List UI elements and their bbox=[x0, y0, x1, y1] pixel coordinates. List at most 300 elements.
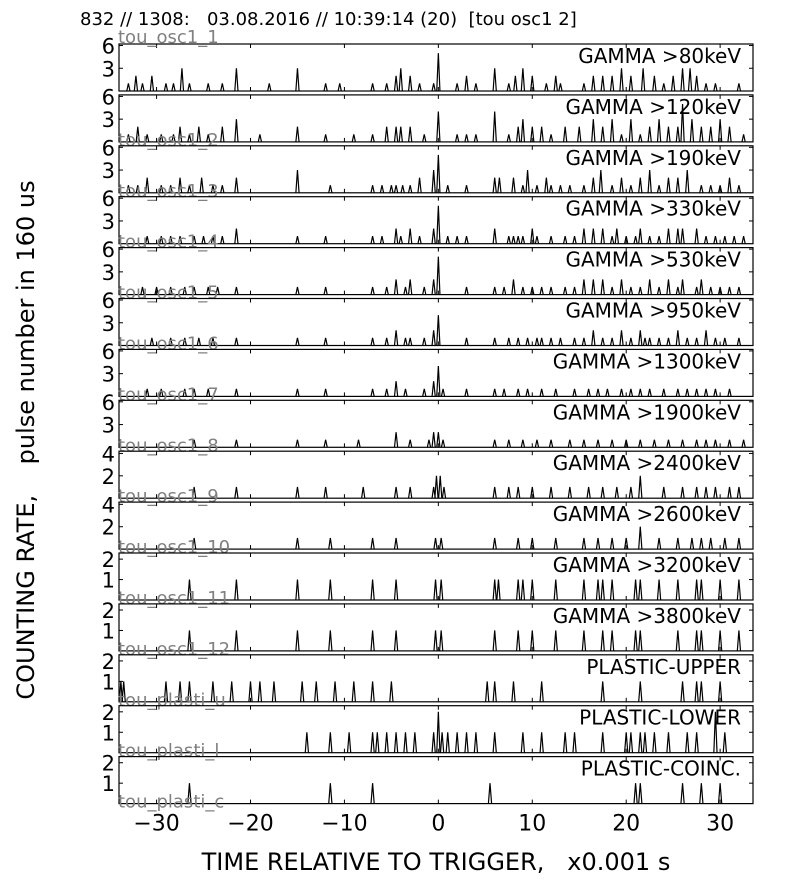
spike bbox=[700, 783, 703, 803]
spike bbox=[587, 389, 590, 397]
spike bbox=[296, 127, 299, 142]
spike bbox=[409, 279, 412, 294]
spike bbox=[695, 732, 698, 752]
panel-label: GAMMA >950keV bbox=[565, 298, 741, 323]
spike bbox=[657, 538, 660, 549]
panel-label: GAMMA >530keV bbox=[565, 247, 741, 272]
spike bbox=[639, 476, 642, 498]
spike bbox=[681, 279, 684, 294]
spike bbox=[465, 134, 468, 142]
spike bbox=[686, 732, 689, 752]
spike bbox=[667, 279, 670, 294]
spike bbox=[737, 487, 740, 498]
spike-series bbox=[193, 476, 741, 498]
spike bbox=[573, 287, 576, 295]
spike bbox=[437, 155, 440, 193]
spike bbox=[493, 112, 496, 142]
spike bbox=[733, 236, 736, 244]
spike bbox=[333, 681, 336, 701]
spike bbox=[493, 338, 496, 346]
spike bbox=[540, 338, 543, 346]
spike bbox=[404, 389, 407, 397]
spike bbox=[517, 487, 520, 498]
spike bbox=[493, 440, 496, 448]
spike bbox=[737, 338, 740, 346]
spike bbox=[596, 538, 599, 549]
spike bbox=[554, 580, 557, 600]
spike bbox=[521, 580, 524, 600]
spike bbox=[352, 681, 355, 701]
spike bbox=[620, 178, 623, 193]
spike bbox=[709, 127, 712, 142]
spike bbox=[493, 630, 496, 650]
spike bbox=[371, 236, 374, 244]
panel bbox=[102, 27, 753, 91]
spike bbox=[648, 279, 651, 294]
spike bbox=[394, 432, 397, 447]
spike bbox=[643, 732, 646, 752]
spike bbox=[564, 127, 567, 142]
panel bbox=[102, 187, 753, 252]
spike bbox=[643, 338, 646, 346]
spike bbox=[517, 538, 520, 549]
spike bbox=[404, 732, 407, 752]
spike bbox=[582, 440, 585, 448]
spike bbox=[629, 389, 632, 397]
spike bbox=[657, 338, 660, 346]
spike bbox=[700, 538, 703, 549]
spike bbox=[564, 287, 567, 295]
spike bbox=[742, 236, 745, 244]
spike bbox=[629, 732, 632, 752]
spike bbox=[728, 178, 731, 193]
spike bbox=[432, 83, 435, 91]
spike bbox=[493, 487, 496, 498]
spike bbox=[695, 440, 698, 448]
spike bbox=[329, 185, 332, 193]
spike bbox=[507, 338, 510, 346]
spike bbox=[493, 580, 496, 600]
spike bbox=[695, 229, 698, 244]
spike bbox=[620, 279, 623, 294]
spike bbox=[324, 389, 327, 397]
spike bbox=[521, 287, 524, 295]
spike bbox=[709, 185, 712, 193]
x-tick-label: −20 bbox=[227, 811, 274, 837]
spike bbox=[150, 76, 153, 91]
spike bbox=[362, 487, 365, 498]
spike bbox=[371, 580, 374, 600]
spike bbox=[221, 127, 224, 142]
spike bbox=[639, 178, 642, 193]
spike bbox=[371, 732, 374, 752]
spike bbox=[695, 76, 698, 91]
spike bbox=[629, 338, 632, 346]
spike bbox=[559, 338, 562, 346]
spike-series bbox=[188, 783, 722, 803]
y-tick-label: 1 bbox=[101, 670, 115, 695]
spike bbox=[592, 178, 595, 193]
panel-label: GAMMA >190keV bbox=[565, 145, 741, 170]
spike bbox=[714, 440, 717, 448]
spike bbox=[493, 178, 496, 193]
spike bbox=[437, 257, 440, 295]
spike bbox=[582, 279, 585, 294]
chart-panels bbox=[102, 27, 753, 813]
spike bbox=[440, 538, 443, 549]
spike bbox=[399, 68, 402, 91]
spike bbox=[296, 236, 299, 244]
spike bbox=[615, 487, 618, 498]
spike bbox=[695, 580, 698, 600]
spike bbox=[441, 732, 444, 752]
spike bbox=[742, 134, 745, 142]
spike bbox=[305, 732, 308, 752]
spike bbox=[385, 338, 388, 346]
spike bbox=[545, 83, 548, 91]
spike bbox=[465, 732, 468, 752]
spike bbox=[301, 681, 304, 701]
x-axis-title: TIME RELATIVE TO TRIGGER, x0.001 s bbox=[201, 848, 671, 876]
spike bbox=[409, 229, 412, 244]
spike bbox=[401, 185, 404, 193]
spike bbox=[601, 681, 604, 701]
spike bbox=[296, 630, 299, 650]
channel-label: tou_osc1_10 bbox=[118, 537, 231, 559]
spike bbox=[728, 287, 731, 295]
spike bbox=[667, 440, 670, 448]
spike bbox=[737, 287, 740, 295]
panel bbox=[102, 391, 753, 456]
y-tick-label: 2 bbox=[101, 751, 115, 776]
spike bbox=[394, 76, 397, 91]
spike bbox=[399, 127, 402, 142]
spike bbox=[634, 236, 637, 244]
y-tick-label: 6 bbox=[101, 85, 115, 110]
y-tick-label: 1 bbox=[101, 619, 115, 644]
channel-label: tou_osc1_1 bbox=[118, 27, 219, 48]
spike bbox=[554, 76, 557, 91]
spike bbox=[737, 83, 740, 91]
spike bbox=[681, 487, 684, 498]
spike bbox=[394, 538, 397, 549]
spike bbox=[592, 330, 595, 345]
spike bbox=[639, 134, 642, 142]
spike bbox=[535, 185, 538, 193]
spike bbox=[676, 178, 679, 193]
spike bbox=[399, 236, 402, 244]
y-tick-label: 6 bbox=[101, 136, 115, 161]
spike bbox=[296, 440, 299, 448]
spike bbox=[394, 330, 397, 345]
spike bbox=[704, 83, 707, 91]
spike bbox=[521, 68, 524, 91]
spike bbox=[601, 487, 604, 498]
spike bbox=[440, 630, 443, 650]
spike bbox=[639, 783, 642, 803]
spike bbox=[667, 229, 670, 244]
spike bbox=[456, 732, 459, 752]
spike bbox=[601, 338, 604, 346]
spike bbox=[394, 127, 397, 142]
y-tick-label: 3 bbox=[101, 159, 115, 184]
spike bbox=[578, 127, 581, 142]
spike bbox=[235, 178, 238, 193]
spike bbox=[394, 185, 397, 193]
spike bbox=[390, 681, 393, 701]
spike bbox=[704, 487, 707, 498]
spike bbox=[456, 236, 459, 244]
spike bbox=[704, 330, 707, 345]
spike bbox=[385, 287, 388, 295]
spike bbox=[324, 440, 327, 448]
spike bbox=[690, 538, 693, 549]
spike bbox=[418, 178, 421, 193]
spike bbox=[639, 732, 642, 752]
spike bbox=[517, 389, 520, 397]
spike bbox=[427, 440, 430, 448]
spike bbox=[432, 732, 435, 752]
spike bbox=[601, 229, 604, 244]
spike bbox=[394, 732, 397, 752]
spike bbox=[329, 538, 332, 549]
x-tick-label: 20 bbox=[612, 811, 641, 837]
panel-label: GAMMA >2400keV bbox=[552, 451, 741, 476]
spike bbox=[601, 127, 604, 142]
y-tick-label: 1 bbox=[101, 772, 115, 797]
x-tick-label: 30 bbox=[706, 811, 735, 837]
spike bbox=[686, 170, 689, 193]
spike bbox=[465, 338, 468, 346]
channel-label: tou_osc1_2 bbox=[118, 129, 219, 151]
spike bbox=[268, 83, 271, 91]
spike bbox=[437, 112, 440, 142]
spike bbox=[549, 236, 552, 244]
y-tick-label: 3 bbox=[101, 311, 115, 336]
spike bbox=[221, 236, 224, 244]
panel-label: GAMMA >3800keV bbox=[552, 603, 741, 628]
spike bbox=[432, 381, 435, 396]
spike bbox=[465, 76, 468, 91]
channel-label: tou_osc1_6 bbox=[118, 333, 219, 355]
spike bbox=[634, 630, 637, 650]
spike bbox=[507, 134, 510, 142]
spike bbox=[486, 681, 489, 701]
spike bbox=[667, 178, 670, 193]
spike bbox=[235, 338, 238, 346]
spike bbox=[507, 83, 510, 91]
spike bbox=[714, 389, 717, 397]
channel-label: tou_osc1_11 bbox=[118, 588, 231, 609]
spike bbox=[648, 236, 651, 244]
spike bbox=[681, 681, 684, 701]
spike bbox=[380, 236, 383, 244]
channel-label: tou_osc1_4 bbox=[118, 231, 219, 253]
spike bbox=[371, 185, 374, 193]
y-tick-label: 1 bbox=[101, 721, 115, 746]
y-tick-label: 2 bbox=[101, 649, 115, 674]
spike bbox=[559, 83, 562, 91]
spike bbox=[620, 389, 623, 397]
channel-label: tou_plasti_u bbox=[118, 689, 226, 711]
spike bbox=[535, 440, 538, 448]
spike bbox=[700, 127, 703, 142]
y-tick-label: 6 bbox=[101, 187, 115, 212]
spike bbox=[329, 580, 332, 600]
spike bbox=[676, 580, 679, 600]
spike bbox=[695, 338, 698, 346]
spike-series bbox=[193, 527, 741, 549]
spike bbox=[423, 134, 426, 142]
spike bbox=[648, 389, 651, 397]
spike bbox=[465, 389, 468, 397]
spike bbox=[324, 487, 327, 498]
panel bbox=[102, 136, 753, 201]
y-tick-label: 2 bbox=[101, 599, 115, 624]
y-tick-label: 2 bbox=[101, 464, 115, 489]
spike bbox=[540, 389, 543, 397]
spike bbox=[180, 68, 183, 91]
spike bbox=[371, 287, 374, 295]
spike bbox=[385, 389, 388, 397]
spike bbox=[512, 178, 515, 193]
spike bbox=[681, 68, 684, 91]
spike bbox=[700, 279, 703, 294]
spike bbox=[517, 630, 520, 650]
spike bbox=[587, 487, 590, 498]
spike bbox=[434, 630, 437, 650]
spike bbox=[296, 287, 299, 295]
spike bbox=[582, 185, 585, 193]
spike bbox=[540, 287, 543, 295]
y-tick-label: 3 bbox=[101, 362, 115, 387]
spike bbox=[535, 338, 538, 346]
spike bbox=[394, 630, 397, 650]
spike bbox=[549, 487, 552, 498]
spike bbox=[437, 366, 440, 396]
spike bbox=[554, 630, 557, 650]
spike bbox=[549, 185, 552, 193]
spike bbox=[662, 487, 665, 498]
spike bbox=[404, 287, 407, 295]
spike bbox=[394, 381, 397, 396]
y-tick-label: 6 bbox=[101, 289, 115, 314]
spike bbox=[432, 170, 435, 193]
spike bbox=[634, 783, 637, 803]
spike bbox=[437, 206, 440, 244]
spike bbox=[371, 630, 374, 650]
spike bbox=[385, 732, 388, 752]
spike bbox=[620, 330, 623, 345]
y-tick-label: 3 bbox=[101, 209, 115, 234]
spike bbox=[653, 732, 656, 752]
spike bbox=[371, 83, 374, 91]
spike bbox=[657, 185, 660, 193]
spike bbox=[517, 580, 520, 600]
spike bbox=[601, 580, 604, 600]
spike bbox=[714, 487, 717, 498]
spike bbox=[418, 236, 421, 244]
spike bbox=[629, 185, 632, 193]
spike bbox=[235, 229, 238, 244]
spike bbox=[442, 487, 445, 498]
spike bbox=[164, 83, 167, 91]
spike bbox=[526, 389, 529, 397]
spike-series bbox=[193, 432, 746, 447]
spike bbox=[639, 389, 642, 397]
spike bbox=[324, 134, 327, 142]
spike bbox=[324, 83, 327, 91]
spike bbox=[493, 681, 496, 701]
spike bbox=[371, 338, 374, 346]
spike bbox=[456, 83, 459, 91]
spike bbox=[672, 76, 675, 91]
spike bbox=[517, 236, 520, 244]
spike bbox=[657, 236, 660, 244]
spike bbox=[639, 580, 642, 600]
spike bbox=[611, 630, 614, 650]
spike bbox=[549, 440, 552, 448]
spike bbox=[549, 134, 552, 142]
spike bbox=[394, 229, 397, 244]
panel-label: GAMMA >1300keV bbox=[552, 349, 741, 374]
spike bbox=[620, 68, 623, 91]
spike bbox=[514, 76, 517, 91]
spike bbox=[554, 538, 557, 549]
spike bbox=[723, 338, 726, 346]
channel-label: tou_osc1_7 bbox=[118, 384, 219, 406]
spike bbox=[688, 68, 691, 91]
spike bbox=[493, 229, 496, 244]
spike bbox=[394, 279, 397, 294]
spike bbox=[676, 630, 679, 650]
spike bbox=[582, 630, 585, 650]
spike bbox=[611, 287, 614, 295]
spike bbox=[728, 440, 731, 448]
spike bbox=[521, 119, 524, 142]
spike bbox=[432, 279, 435, 294]
spike bbox=[648, 338, 651, 346]
spike bbox=[667, 338, 670, 346]
spike bbox=[568, 440, 571, 448]
x-tick-label: 0 bbox=[431, 811, 446, 837]
y-tick-label: 4 bbox=[101, 442, 115, 467]
spike bbox=[535, 236, 538, 244]
spike bbox=[611, 185, 614, 193]
x-tick-label: −30 bbox=[133, 811, 180, 837]
spike bbox=[413, 732, 416, 752]
spike bbox=[235, 389, 238, 397]
spike bbox=[573, 338, 576, 346]
spike bbox=[601, 732, 604, 752]
panel-label: GAMMA >2600keV bbox=[552, 502, 741, 527]
spike bbox=[648, 127, 651, 142]
spike bbox=[235, 119, 238, 142]
spike bbox=[573, 732, 576, 752]
spike bbox=[371, 681, 374, 701]
spike bbox=[540, 127, 543, 142]
spike bbox=[235, 630, 238, 650]
spike bbox=[465, 185, 468, 193]
spike bbox=[409, 76, 412, 91]
spike bbox=[568, 487, 571, 498]
spike bbox=[465, 287, 468, 295]
spike bbox=[488, 783, 491, 803]
spike bbox=[549, 287, 552, 295]
panel bbox=[102, 238, 753, 303]
spike bbox=[681, 229, 684, 244]
spike bbox=[700, 630, 703, 650]
